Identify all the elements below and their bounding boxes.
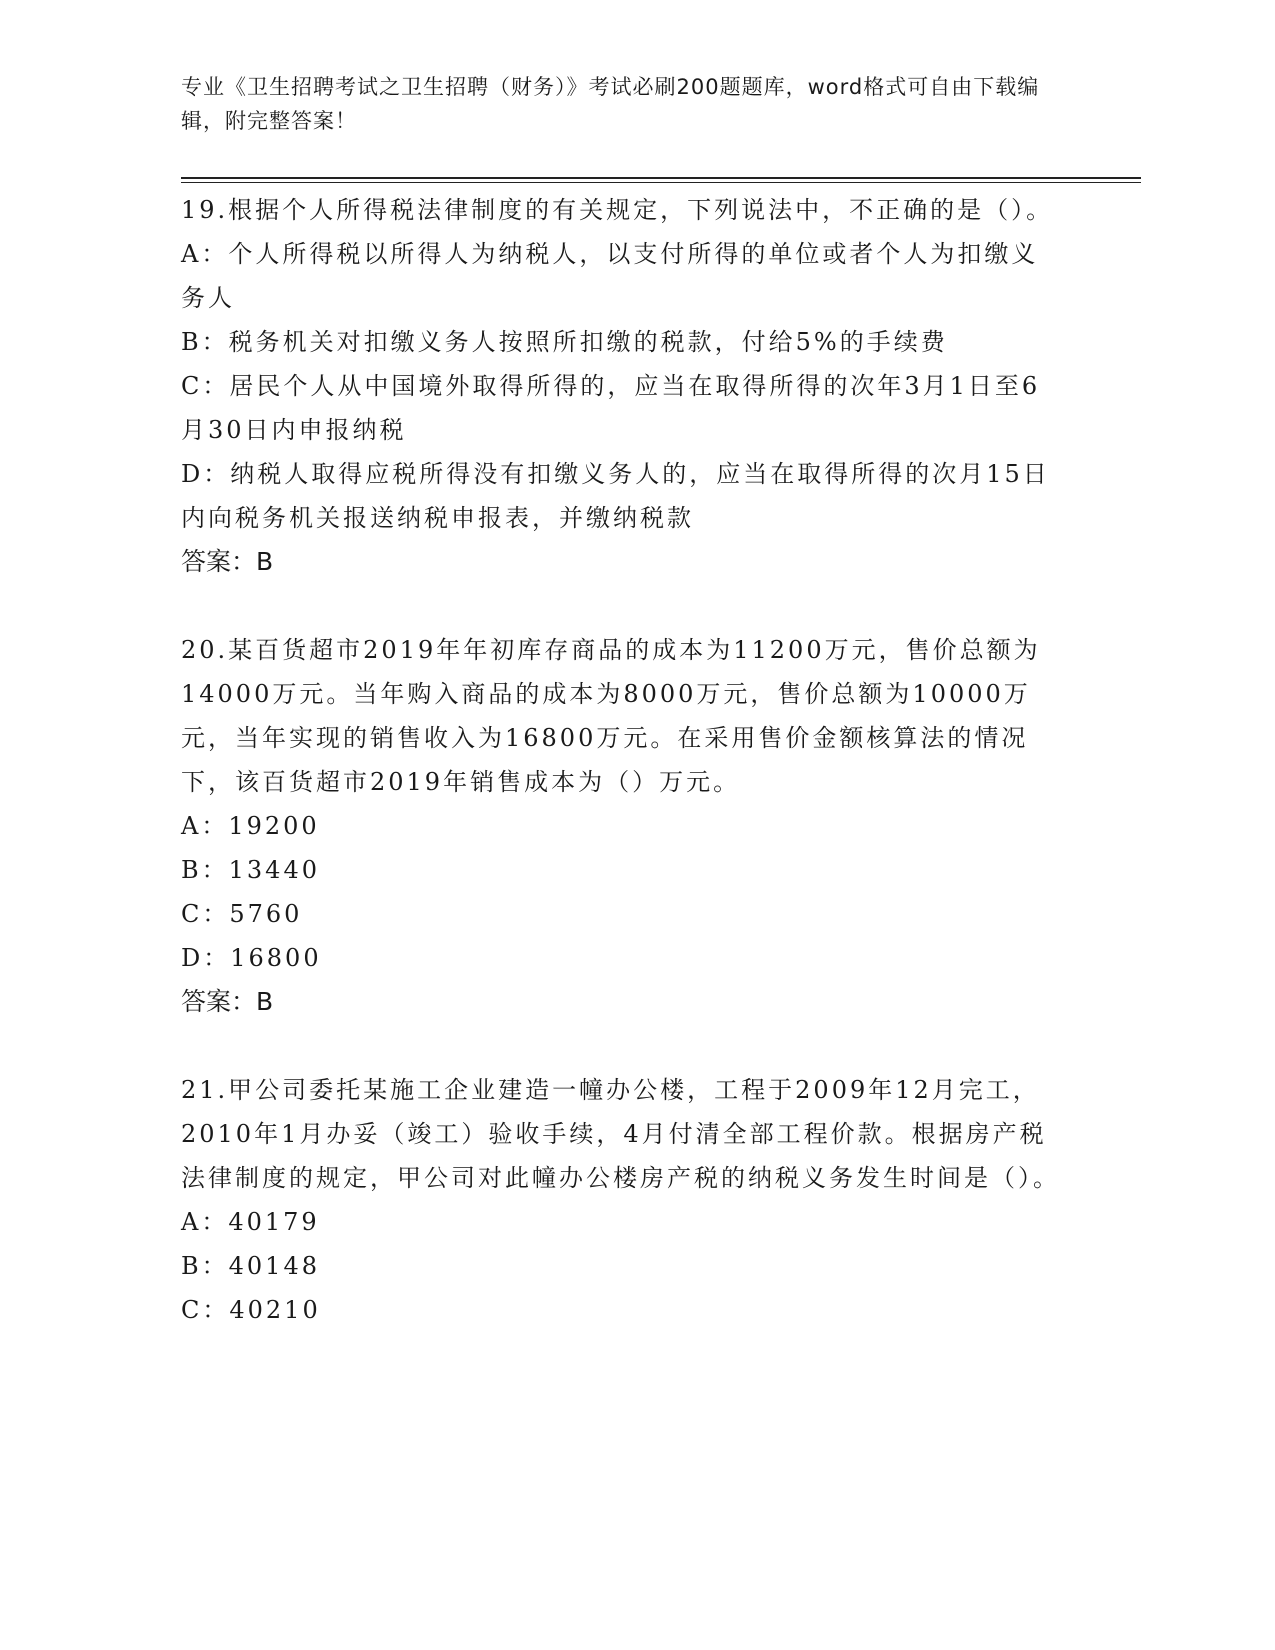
- header-divider-thin: [181, 182, 1141, 183]
- header-title: 专业《卫生招聘考试之卫生招聘（财务）》考试必刷200题题库，word格式可自由下载编辑，附完整答案！: [181, 75, 1040, 133]
- header-divider-thick: [181, 177, 1141, 179]
- option-d: D：纳税人取得应税所得没有扣缴义务人的，应当在取得所得的次月15日内向税务机关报送纳税申报表，并缴纳税款: [181, 460, 1050, 532]
- question-19: [181, 188, 1061, 584]
- option-b: B：40148: [181, 1252, 320, 1280]
- answer-text: 答案：B: [181, 547, 274, 576]
- option-a: A：个人所得税以所得人为纳税人，以支付所得的单位或者个人为扣缴义务人: [181, 240, 1039, 312]
- option-d: D：16800: [181, 944, 322, 972]
- question-text: 21.甲公司委托某施工企业建造一幢办公楼，工程于2009年12月完工，2010年1月办妥（竣工）验收手续，4月付清全部工程价款。根据房产税法律制度的规定，甲公司对此幢办公楼房产税的纳税义务发生时间是（）。: [181, 1076, 1060, 1192]
- option-a: A：40179: [181, 1208, 320, 1236]
- question-spacer: [181, 584, 1061, 628]
- answer-text: 答案：B: [181, 987, 274, 1016]
- document-header: [181, 70, 1061, 138]
- option-c: C：居民个人从中国境外取得所得的，应当在取得所得的次年3月1日至6月30日内申报纳税: [181, 372, 1041, 444]
- option-b: B：税务机关对扣缴义务人按照所扣缴的税款，付给5%的手续费: [181, 328, 948, 356]
- option-b: B：13440: [181, 856, 320, 884]
- question-21: [181, 1068, 1061, 1332]
- option-c: C：5760: [181, 900, 303, 928]
- option-a: A：19200: [181, 812, 320, 840]
- question-list: [181, 188, 1061, 1332]
- option-c: C：40210: [181, 1296, 321, 1324]
- question-20: [181, 628, 1061, 1024]
- question-spacer: [181, 1024, 1061, 1068]
- question-text: 19.根据个人所得税法律制度的有关规定，下列说法中，不正确的是（）。: [181, 196, 1054, 224]
- question-text: 20.某百货超市2019年年初库存商品的成本为11200万元，售价总额为14000万元。当年购入商品的成本为8000万元，售价总额为10000万元，当年实现的销售收入为16800万元。在采用售价金额核算法的情况下，该百货超市2019年销售成本为（）万元。: [181, 636, 1041, 796]
